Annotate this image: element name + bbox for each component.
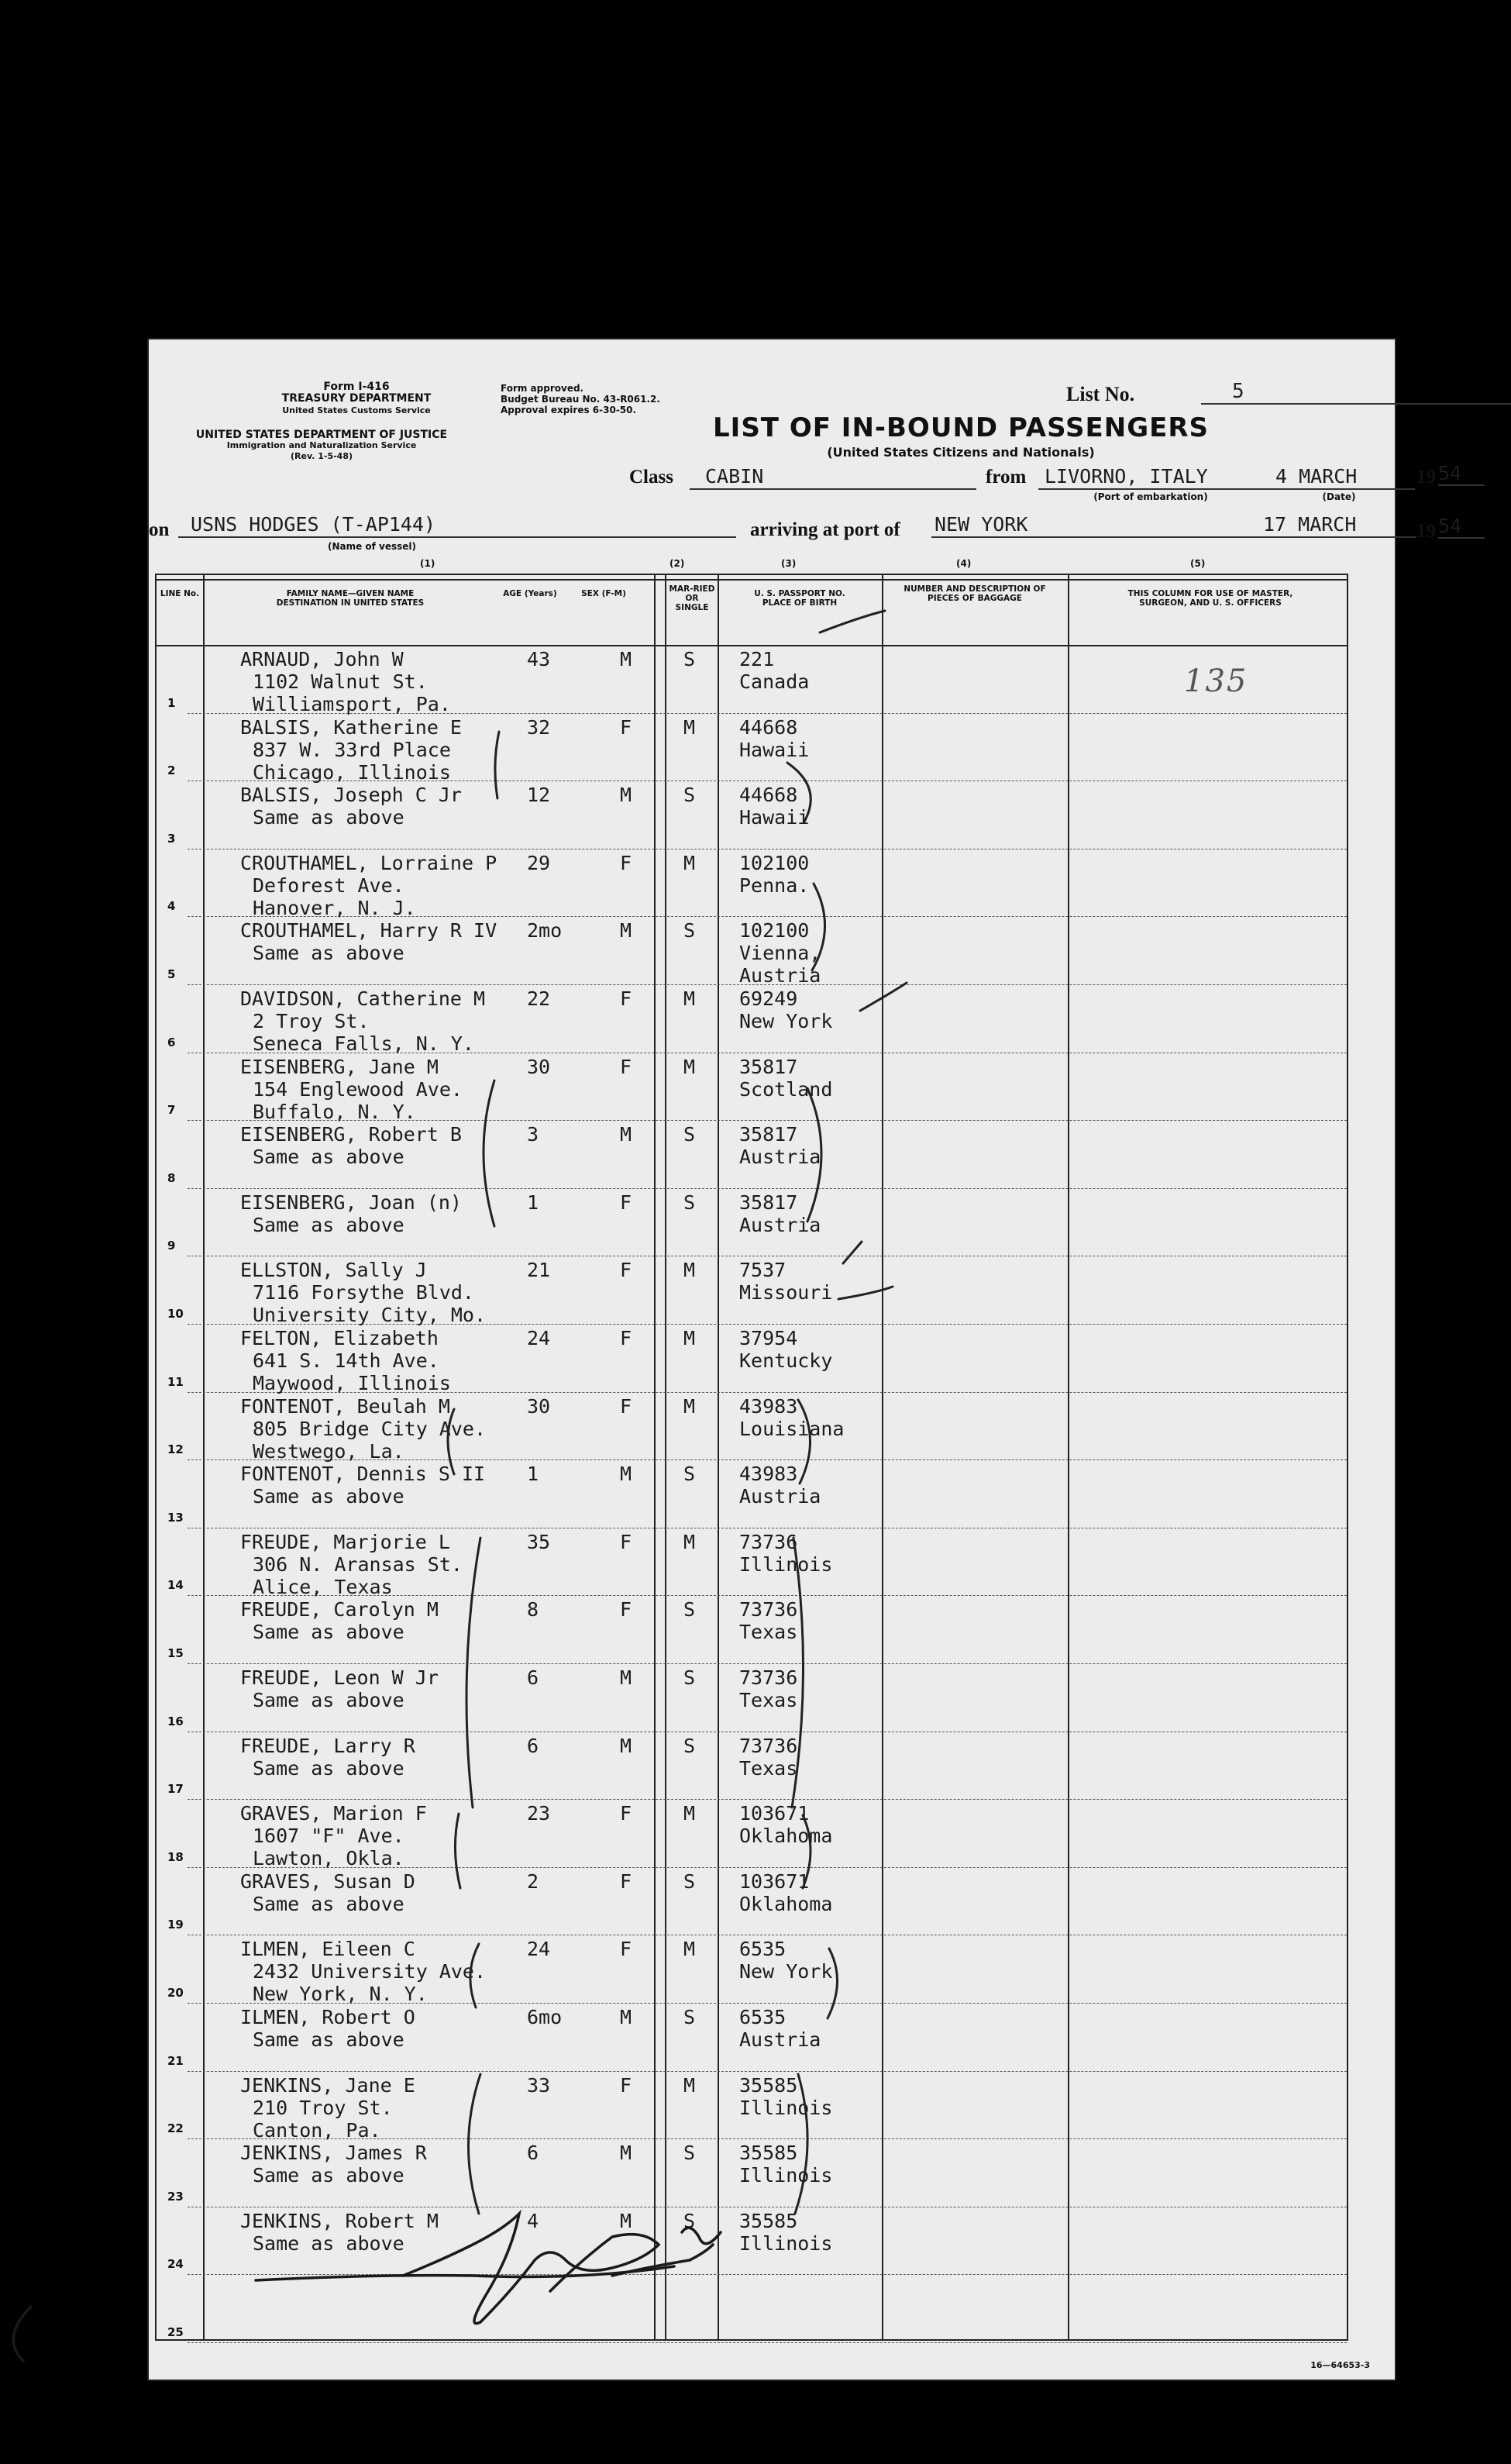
customs-service: United States Customs Service xyxy=(282,405,431,415)
passenger-age: 43 xyxy=(527,648,551,670)
year-arrival: 54 xyxy=(1438,515,1485,539)
col-header-age: AGE (Years) xyxy=(503,589,557,598)
passenger-marital-status: S xyxy=(683,2209,696,2232)
passenger-sex: M xyxy=(620,919,632,943)
passenger-age: 35 xyxy=(527,1530,551,1553)
passenger-marital-status: S xyxy=(683,2006,696,2028)
passenger-age: 6 xyxy=(527,1734,539,1757)
check-stroke xyxy=(820,611,885,632)
check-stroke xyxy=(838,1287,893,1299)
passenger-age: 24 xyxy=(527,1327,551,1349)
passenger-address: Same as above xyxy=(253,1146,404,1169)
place-of-birth: Hawaii xyxy=(739,806,810,829)
passenger-address: Same as above xyxy=(253,1756,404,1780)
line-number: 15 xyxy=(167,1646,184,1660)
passport-number: 103671 xyxy=(739,1802,810,1825)
place-of-birth: Texas xyxy=(739,1756,798,1780)
document-sheet xyxy=(147,338,1462,2381)
passenger-name: JENKINS, Jane E xyxy=(240,2073,415,2097)
line-number: 3 xyxy=(167,831,176,846)
passenger-sex: F xyxy=(620,715,632,739)
passenger-address: 805 Bridge City Ave. Westwego, La. xyxy=(253,1417,487,1463)
class-label: Class xyxy=(629,467,673,488)
punch-hole xyxy=(84,1716,124,1756)
place-of-birth: Oklahoma xyxy=(739,1892,833,1915)
passenger-age: 24 xyxy=(527,1938,551,1961)
passport-number: 44668 xyxy=(739,715,798,739)
passenger-marital-status: S xyxy=(683,2142,696,2165)
punch-hole xyxy=(84,501,124,541)
passenger-name: ILMEN, Robert O xyxy=(240,2006,415,2028)
passenger-age: 2 xyxy=(527,1870,539,1893)
place-of-birth: Vienna, Austria xyxy=(739,942,821,987)
passport-number: 6535 xyxy=(739,1938,786,1961)
on-label: on xyxy=(149,519,170,540)
passenger-name: ELLSTON, Sally J xyxy=(240,1259,427,1282)
passport-number: 35817 xyxy=(739,1123,798,1146)
col-header-line: LINE No. xyxy=(160,589,200,598)
port-embark-caption: (Port of embarkation) xyxy=(1093,491,1208,502)
punch-hole xyxy=(84,2307,124,2347)
passenger-marital-status: M xyxy=(683,715,696,739)
passport-number: 35585 xyxy=(739,2142,798,2165)
passenger-marital-status: S xyxy=(683,1734,696,1757)
passenger-sex: M xyxy=(620,784,632,807)
passenger-name: ILMEN, Eileen C xyxy=(240,1938,415,1961)
passenger-name: EISENBERG, Joan (n) xyxy=(240,1191,462,1214)
passenger-name: ARNAUD, John W xyxy=(240,648,404,670)
line-number: 8 xyxy=(167,1170,176,1185)
port-embark-value: LIVORNO, ITALY xyxy=(1045,465,1208,488)
passenger-sex: M xyxy=(620,2142,632,2165)
passenger-name: FREUDE, Marjorie L xyxy=(240,1530,450,1553)
passenger-sex: F xyxy=(620,1870,632,1893)
place-of-birth: Illinois xyxy=(739,1552,833,1576)
arriving-label: arriving at port of xyxy=(750,519,900,540)
passenger-name: BALSIS, Katherine E xyxy=(240,715,462,739)
passenger-address: 1607 "F" Ave. Lawton, Okla. xyxy=(253,1825,404,1870)
place-of-birth: Illinois xyxy=(739,2231,833,2255)
approval-line: Approval expires 6-30-50. xyxy=(501,405,637,415)
passenger-marital-status: S xyxy=(683,648,696,670)
passenger-sex: F xyxy=(620,1530,632,1553)
year-prefix: 19 xyxy=(1416,521,1436,542)
family-bracket xyxy=(495,732,499,798)
passenger-sex: F xyxy=(620,1327,632,1349)
passenger-sex: M xyxy=(620,2209,632,2232)
col-header-name: FAMILY NAME—GIVEN NAME DESTINATION IN UNITED STATES xyxy=(276,589,425,608)
place-of-birth: Hawaii xyxy=(739,738,810,761)
place-of-birth: Texas xyxy=(739,1689,798,1711)
line-number: 22 xyxy=(167,2121,184,2136)
line-number: 14 xyxy=(167,1578,184,1593)
line-number: 23 xyxy=(167,2189,184,2204)
passport-number: 73736 xyxy=(739,1530,798,1553)
passenger-sex: F xyxy=(620,1394,632,1418)
place-of-birth: Illinois xyxy=(739,2164,833,2187)
handwritten-note: 135 xyxy=(1184,663,1248,699)
family-bracket xyxy=(792,1538,804,1808)
col-number: (5) xyxy=(1190,558,1206,569)
passport-number: 35585 xyxy=(739,2073,798,2097)
passenger-sex: F xyxy=(620,1938,632,1961)
passenger-marital-status: S xyxy=(683,1598,696,1621)
place-of-birth: Penna. xyxy=(739,874,810,897)
col-header-sex: SEX (F-M) xyxy=(581,589,626,598)
line-number: 7 xyxy=(167,1103,176,1118)
passenger-age: 6 xyxy=(527,2142,539,2165)
approval-line: Budget Bureau No. 43-R061.2. xyxy=(501,394,660,405)
passenger-age: 22 xyxy=(527,987,551,1010)
family-bracket xyxy=(448,1409,454,1474)
passenger-name: FREUDE, Leon W Jr xyxy=(240,1666,439,1689)
class-value: CABIN xyxy=(705,465,764,488)
line-number: 19 xyxy=(167,1918,184,1932)
ins-service: Immigration and Naturalization Service xyxy=(226,440,417,450)
passenger-marital-status: S xyxy=(683,784,696,807)
justice-dept: UNITED STATES DEPARTMENT OF JUSTICE xyxy=(195,429,448,441)
passport-number: 43983 xyxy=(739,1463,798,1486)
passenger-address: 641 S. 14th Ave. Maywood, Illinois xyxy=(253,1349,451,1394)
passenger-address: 2 Troy St. Seneca Falls, N. Y. xyxy=(253,1010,474,1055)
passenger-address: Same as above xyxy=(253,942,404,965)
place-of-birth: New York xyxy=(739,1960,833,1983)
passenger-address: Same as above xyxy=(253,1892,404,1915)
passenger-marital-status: S xyxy=(683,1870,696,1893)
passenger-marital-status: M xyxy=(683,1394,696,1418)
passenger-marital-status: M xyxy=(683,1327,696,1349)
line-number: 12 xyxy=(167,1442,184,1457)
passenger-age: 6mo xyxy=(527,2006,563,2028)
passenger-marital-status: S xyxy=(683,1191,696,1214)
revision-date: (Rev. 1-5-48) xyxy=(290,451,353,461)
passport-number: 102100 xyxy=(739,851,810,874)
passenger-age: 21 xyxy=(527,1259,551,1282)
col-header-baggage: NUMBER AND DESCRIPTION OF PIECES OF BAGGAGE xyxy=(904,584,1046,603)
passenger-age: 1 xyxy=(527,1191,539,1214)
passenger-address: 306 N. Aransas St. Alice, Texas xyxy=(253,1552,463,1598)
passport-number: 73736 xyxy=(739,1734,798,1757)
place-of-birth: Kentucky xyxy=(739,1349,833,1372)
col-number: (4) xyxy=(956,558,972,569)
passenger-sex: F xyxy=(620,2073,632,2097)
passenger-name: EISENBERG, Robert B xyxy=(240,1123,462,1146)
passenger-address: Same as above xyxy=(253,1621,404,1644)
place-of-birth: Austria xyxy=(739,1213,821,1236)
passport-number: 35585 xyxy=(739,2209,798,2232)
passenger-sex: M xyxy=(620,1463,632,1486)
line-number: 25 xyxy=(167,2325,184,2339)
col-header-passport: U. S. PASSPORT NO. PLACE OF BIRTH xyxy=(754,589,845,608)
passenger-sex: F xyxy=(620,987,632,1010)
passenger-sex: M xyxy=(620,1123,632,1146)
passenger-address: 1102 Walnut St. Williamsport, Pa. xyxy=(253,670,451,715)
passenger-name: GRAVES, Susan D xyxy=(240,1870,415,1893)
col-header-married: MAR-RIED OR SINGLE xyxy=(669,584,715,612)
passenger-marital-status: S xyxy=(683,1666,696,1689)
year-prefix: 19 xyxy=(1416,467,1436,488)
check-stroke xyxy=(843,1242,862,1263)
passenger-address: 7116 Forsythe Blvd. University City, Mo. xyxy=(253,1281,487,1327)
passenger-name: CROUTHAMEL, Harry R IV xyxy=(240,919,497,943)
passenger-name: GRAVES, Marion F xyxy=(240,1802,427,1825)
passenger-name: JENKINS, James R xyxy=(240,2142,427,2165)
form-number: Form I-416 xyxy=(323,381,390,393)
passenger-address: 837 W. 33rd Place Chicago, Illinois xyxy=(253,738,451,784)
passenger-name: FONTENOT, Beulah M xyxy=(240,1394,450,1418)
passport-number: 69249 xyxy=(739,987,798,1010)
passenger-marital-status: M xyxy=(683,2073,696,2097)
place-of-birth: Oklahoma xyxy=(739,1825,833,1848)
passenger-address: 154 Englewood Ave. Buffalo, N. Y. xyxy=(253,1077,463,1123)
place-of-birth: Scotland xyxy=(739,1077,833,1101)
line-number: 9 xyxy=(167,1239,176,1253)
passport-number: 35817 xyxy=(739,1191,798,1214)
passenger-name: FELTON, Elizabeth xyxy=(240,1327,439,1349)
place-of-birth: Canada xyxy=(739,670,810,693)
punch-hole xyxy=(84,1003,124,1043)
passenger-address: Deforest Ave. Hanover, N. J. xyxy=(253,874,416,919)
line-number: 1 xyxy=(167,695,176,710)
passport-number: 103671 xyxy=(739,1870,810,1893)
line-number: 10 xyxy=(167,1307,184,1321)
line-number: 13 xyxy=(167,1510,184,1525)
family-bracket xyxy=(807,1088,821,1222)
passenger-age: 12 xyxy=(527,784,551,807)
family-bracket xyxy=(795,2074,807,2214)
passenger-marital-status: S xyxy=(683,919,696,943)
passport-number: 7537 xyxy=(739,1259,786,1282)
passenger-marital-status: S xyxy=(683,1123,696,1146)
passport-number: 43983 xyxy=(739,1394,798,1418)
list-no-label: List No. xyxy=(1066,383,1135,405)
passenger-address: Same as above xyxy=(253,2028,404,2051)
col-number: (2) xyxy=(669,558,685,569)
page-subtitle: (United States Citizens and Nationals) xyxy=(827,445,1095,460)
passport-number: 44668 xyxy=(739,784,798,807)
passenger-sex: F xyxy=(620,1055,632,1078)
punch-hole xyxy=(84,1364,124,1404)
from-label: from xyxy=(986,467,1027,488)
passenger-address: Same as above xyxy=(253,1485,404,1508)
passport-number: 73736 xyxy=(739,1598,798,1621)
passenger-sex: F xyxy=(620,1259,632,1282)
passenger-age: 30 xyxy=(527,1394,551,1418)
passenger-sex: M xyxy=(620,648,632,670)
punch-hole xyxy=(84,2054,124,2094)
passenger-marital-status: M xyxy=(683,1055,696,1078)
passenger-address: 210 Troy St. Canton, Pa. xyxy=(253,2096,393,2142)
passport-number: 6535 xyxy=(739,2006,786,2028)
passenger-age: 29 xyxy=(527,851,551,874)
passenger-name: JENKINS, Robert M xyxy=(240,2209,439,2232)
passenger-name: FREUDE, Larry R xyxy=(240,1734,415,1757)
date-caption: (Date) xyxy=(1322,491,1356,502)
passport-number: 221 xyxy=(739,648,775,670)
family-bracket xyxy=(812,884,825,970)
arrival-port-value: NEW YORK xyxy=(934,513,1028,536)
passenger-address: Same as above xyxy=(253,1689,404,1711)
col-number: (3) xyxy=(781,558,797,569)
family-bracket xyxy=(484,1080,494,1226)
vessel-value: USNS HODGES (T-AP144) xyxy=(191,513,436,536)
passenger-age: 33 xyxy=(527,2073,551,2097)
footer-code: 16—64653-3 xyxy=(1310,2360,1370,2370)
passenger-address: Same as above xyxy=(253,2231,404,2255)
line-number: 11 xyxy=(167,1374,184,1389)
place-of-birth: Texas xyxy=(739,1621,798,1644)
passenger-address: Same as above xyxy=(253,806,404,829)
passenger-age: 1 xyxy=(527,1463,539,1486)
passenger-marital-status: M xyxy=(683,1259,696,1282)
passenger-sex: M xyxy=(620,1734,632,1757)
line-number: 6 xyxy=(167,1035,176,1049)
passenger-marital-status: M xyxy=(683,1802,696,1825)
passenger-age: 2mo xyxy=(527,919,563,943)
line-number: 18 xyxy=(167,1849,184,1864)
passenger-marital-status: M xyxy=(683,987,696,1010)
passenger-sex: F xyxy=(620,1802,632,1825)
handwritten-marks xyxy=(147,338,1396,2381)
family-bracket xyxy=(787,763,811,822)
place-of-birth: Austria xyxy=(739,1146,821,1169)
treasury-dept: TREASURY DEPARTMENT xyxy=(281,392,432,405)
line-number: 16 xyxy=(167,1714,184,1728)
family-bracket xyxy=(798,1400,811,1484)
punch-hole xyxy=(84,380,124,420)
passport-number: 73736 xyxy=(739,1666,798,1689)
passenger-sex: F xyxy=(620,851,632,874)
line-number: 24 xyxy=(167,2257,184,2272)
passenger-sex: F xyxy=(620,1191,632,1214)
list-no-value: 5 xyxy=(1201,380,1511,405)
passenger-age: 6 xyxy=(527,1666,539,1689)
passenger-marital-status: M xyxy=(683,1938,696,1961)
passenger-name: FONTENOT, Dennis S II xyxy=(240,1463,486,1486)
passport-number: 35817 xyxy=(739,1055,798,1078)
line-number: 21 xyxy=(167,2053,184,2068)
passenger-address: Same as above xyxy=(253,2164,404,2187)
col-number: (1) xyxy=(420,558,435,569)
passenger-name: BALSIS, Joseph C Jr xyxy=(240,784,462,807)
check-stroke xyxy=(860,983,907,1011)
vessel-caption: (Name of vessel) xyxy=(327,541,417,552)
passport-number: 102100 xyxy=(739,919,810,943)
place-of-birth: Austria xyxy=(739,2028,821,2051)
year-embark: 54 xyxy=(1438,462,1485,486)
passenger-age: 30 xyxy=(527,1055,551,1078)
passenger-age: 3 xyxy=(527,1123,539,1146)
passenger-age: 32 xyxy=(527,715,551,739)
passenger-name: EISENBERG, Jane M xyxy=(240,1055,439,1078)
passport-number: 37954 xyxy=(739,1327,798,1349)
line-number: 5 xyxy=(167,967,176,981)
place-of-birth: Illinois xyxy=(739,2096,833,2119)
family-bracket xyxy=(803,1815,811,1888)
passenger-address: 2432 University Ave. New York, N. Y. xyxy=(253,1960,487,2006)
date-embark-value: 4 MARCH xyxy=(1275,465,1358,488)
passenger-age: 4 xyxy=(527,2209,539,2232)
passenger-address: Same as above xyxy=(253,1213,404,1236)
passenger-age: 23 xyxy=(527,1802,551,1825)
family-bracket xyxy=(828,1949,838,2018)
passenger-marital-status: M xyxy=(683,1530,696,1553)
line-number: 4 xyxy=(167,899,176,914)
col-header-officers: THIS COLUMN FOR USE OF MASTER, SURGEON, AND U. S. OFFICERS xyxy=(1127,589,1293,608)
place-of-birth: Austria xyxy=(739,1485,821,1508)
family-bracket xyxy=(455,1814,460,1888)
passenger-sex: M xyxy=(620,1666,632,1689)
place-of-birth: Louisiana xyxy=(739,1417,845,1440)
passenger-name: FREUDE, Carolyn M xyxy=(240,1598,439,1621)
passenger-age: 8 xyxy=(527,1598,539,1621)
family-bracket xyxy=(468,2074,480,2214)
family-bracket xyxy=(470,1944,479,2007)
passenger-name: CROUTHAMEL, Lorraine P xyxy=(240,851,497,874)
passenger-name: DAVIDSON, Catherine M xyxy=(240,987,486,1010)
page-title: LIST OF IN-BOUND PASSENGERS xyxy=(713,412,1209,443)
line-number: 17 xyxy=(167,1782,184,1797)
passenger-sex: M xyxy=(620,2006,632,2028)
place-of-birth: Missouri xyxy=(739,1281,833,1304)
family-bracket xyxy=(466,1538,480,1808)
passenger-marital-status: M xyxy=(683,851,696,874)
punch-hole xyxy=(84,786,124,826)
passenger-sex: F xyxy=(620,1598,632,1621)
place-of-birth: New York xyxy=(739,1010,833,1032)
line-number: 20 xyxy=(167,1986,184,2000)
arrival-date-value: 17 MARCH xyxy=(1263,513,1357,536)
line-number: 2 xyxy=(167,763,176,778)
approval-line: Form approved. xyxy=(501,383,584,394)
passenger-marital-status: S xyxy=(683,1463,696,1486)
